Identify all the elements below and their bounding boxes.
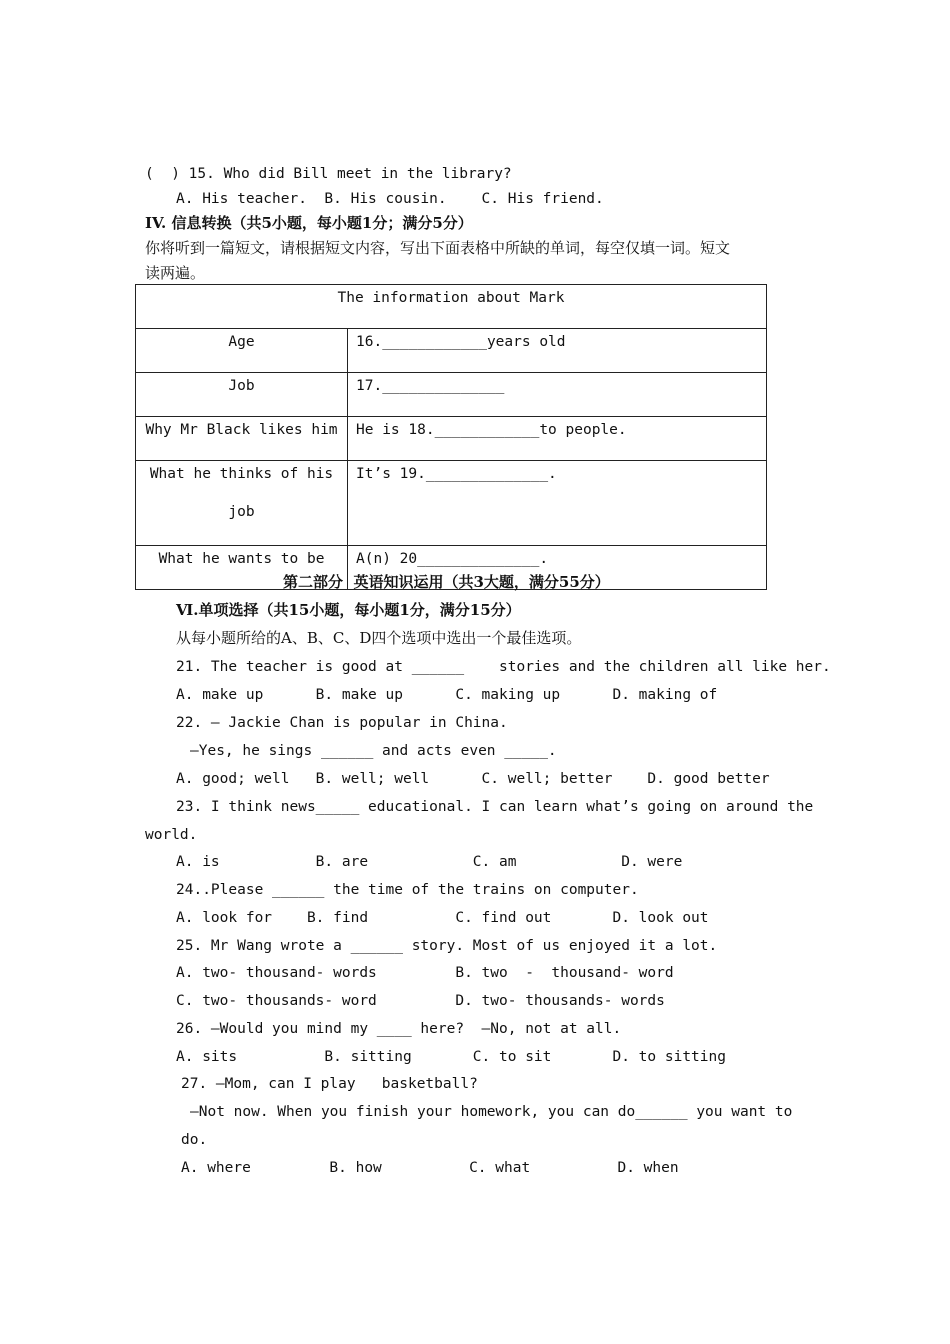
section-6-title: Ⅵ.单项选择（共15小题，每小题1分，满分15分） (176, 601, 521, 619)
question-24: 24..Please ______ the time of the trains on computer. (176, 882, 639, 898)
question-27-reply: —Not now. When you finish your homework, you can do______ you want to (190, 1104, 793, 1120)
question-25-options-cd: C. two- thousands- word D. two- thousands- words (176, 993, 665, 1009)
section-4-title: IV. 信息转换（共5小题，每小题1分；满分5分） (145, 214, 473, 232)
question-22-reply: —Yes, he sings ______ and acts even _____. (190, 743, 557, 759)
question-25: 25. Mr Wang wrote a ______ story. Most of us enjoyed it a lot. (176, 938, 718, 954)
question-23-cont: world. (145, 827, 198, 843)
question-24-options: A. look for B. find C. find out D. look out (176, 910, 709, 926)
question-23: 23. I think news_____ educational. I can learn what’s going on around the (176, 799, 814, 815)
table-row (136, 461, 767, 546)
info-table (135, 284, 767, 590)
table-title: The information about Mark (136, 285, 767, 329)
question-23-options: A. is B. are C. am D. were (176, 854, 683, 870)
row-value: 17.______________ (348, 373, 767, 417)
table-row (136, 373, 767, 417)
row-label: What he wants to be (136, 546, 348, 590)
row-label-line2: job (228, 504, 255, 520)
table-row (136, 417, 767, 461)
row-label (136, 461, 348, 546)
section-6-instruction: 从每小题所给的A、B、C、D四个选项中选出一个最佳选项。 (176, 629, 582, 647)
row-label: Job (136, 373, 348, 417)
table-row (136, 329, 767, 373)
question-22-options: A. good; well B. well; well C. well; better D. good better (176, 771, 770, 787)
question-25-options-ab: A. two- thousand- words B. two - thousand- word (176, 965, 674, 981)
section-4-instruction-cont: 读两遍。 (145, 264, 206, 282)
question-27: 27. —Mom, can I play basketball? (181, 1076, 478, 1092)
question-15-options: A. His teacher. B. His cousin. C. His friend. (176, 191, 604, 207)
question-22: 22. — Jackie Chan is popular in China. (176, 715, 508, 731)
question-27-reply-cont: do. (181, 1132, 208, 1148)
question-27-options: A. where B. how C. what D. when (181, 1160, 679, 1176)
row-value: He is 18.____________to people. (348, 417, 767, 461)
row-label-line1: What he thinks of his (149, 466, 334, 482)
row-label: Age (136, 329, 348, 373)
row-value: It’s 19.______________. (348, 461, 767, 546)
section-4-instruction: 你将听到一篇短文，请根据短文内容，写出下面表格中所缺的单词，每空仅填一词。短文 (145, 239, 731, 257)
row-value: A(n) 20______________. (348, 546, 767, 590)
row-label: Why Mr Black likes him (136, 417, 348, 461)
question-21: 21. The teacher is good at ______ stories and the children all like her. (176, 659, 831, 675)
question-15: ( ) 15. Who did Bill meet in the library? (145, 166, 512, 182)
row-value: 16.____________years old (348, 329, 767, 373)
part-2-title: 第二部分 英语知识运用（共3大题，满分55分） (283, 573, 610, 591)
question-26: 26. —Would you mind my ____ here? —No, not at all. (176, 1021, 622, 1037)
question-21-options: A. make up B. make up C. making up D. making of (176, 687, 718, 703)
question-26-options: A. sits B. sitting C. to sit D. to sitting (176, 1049, 726, 1065)
